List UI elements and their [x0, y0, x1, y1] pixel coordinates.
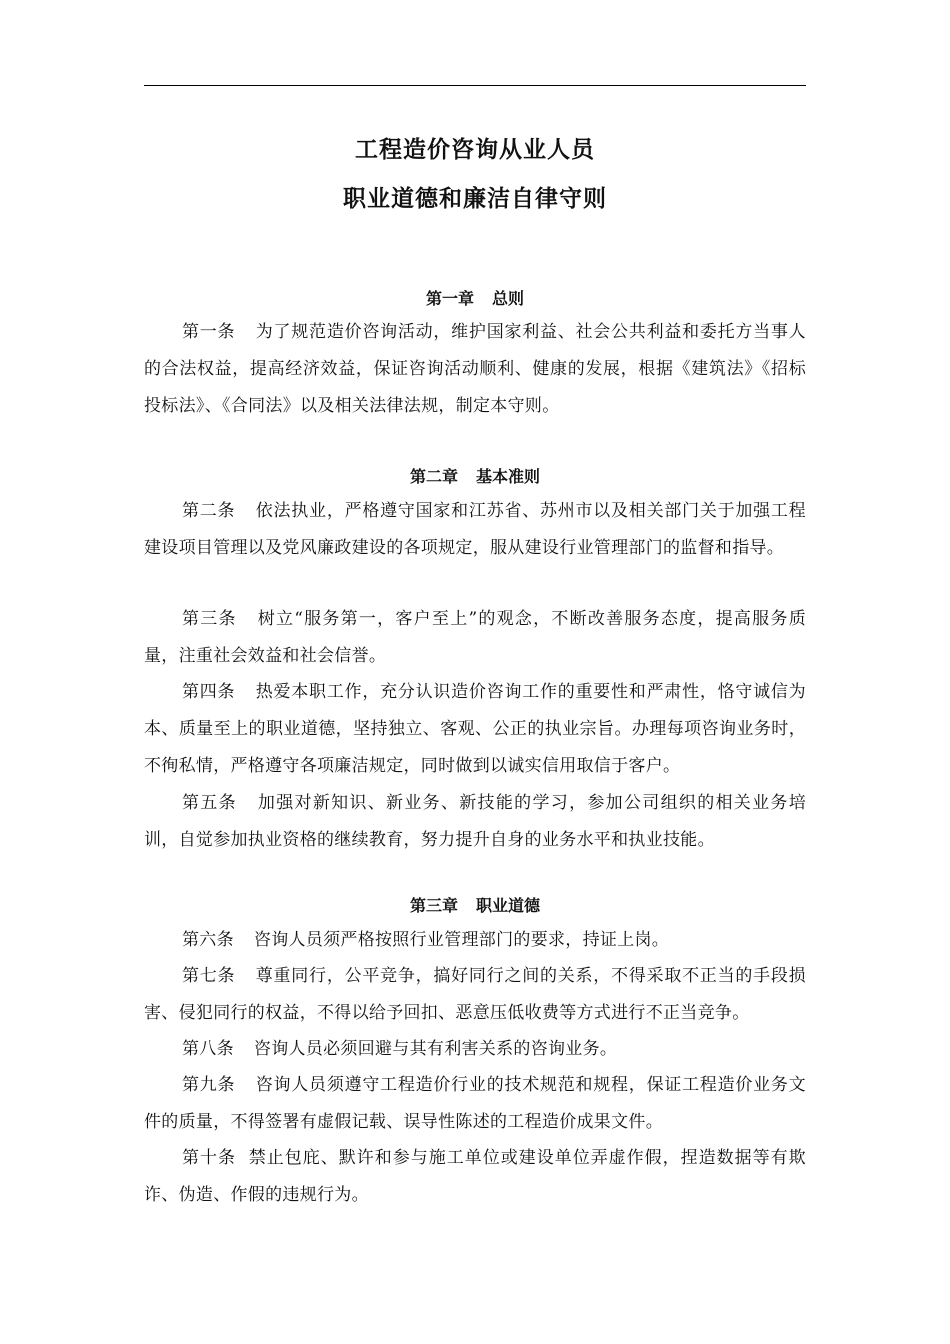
article-text: 树立“服务第一，客户至上”的观念，不断改善服务态度，提高服务质量，注重社会效益和社会信誉。	[144, 609, 806, 666]
article-number: 第三条	[182, 609, 237, 629]
chapter-number: 第二章	[409, 467, 458, 486]
document-title-line-2: 职业道德和廉洁自律守则	[343, 186, 607, 212]
article-text: 依法执业，严格遵守国家和江苏省、苏州市以及相关部门关于加强工程建设项目管理以及党风廉政建设的各项规定，服从建设行业管理部门的监督和指导。	[144, 501, 806, 558]
article-paragraph	[144, 493, 806, 567]
article-paragraph	[144, 922, 806, 959]
article-text: 热爱本职工作，充分认识造价咨询工作的重要性和严肃性，恪守诚信为本、质量至上的职业道德，坚持独立、客观、公正的执业宗旨。办理每项咨询业务时，不徇私情，严格遵守各项廉洁规定，同时做到以诚实信用取信于客户。	[144, 682, 806, 776]
article-text: 咨询人员须遵守工程造价行业的技术规范和规程，保证工程造价业务文件的质量，不得签署有虚假记载、误导性陈述的工程造价成果文件。	[144, 1075, 806, 1132]
article-number: 第二条	[182, 501, 236, 521]
chapter-heading	[0, 287, 950, 311]
article-number: 第十条	[182, 1148, 236, 1168]
header-rule	[144, 85, 806, 86]
article-text: 咨询人员必须回避与其有利害关系的咨询业务。	[253, 1039, 618, 1059]
chapter-name: 职业道德	[476, 896, 541, 915]
chapter-name: 总则	[492, 289, 525, 308]
article-paragraph	[144, 958, 806, 1032]
chapter-number: 第一章	[425, 289, 474, 308]
document-title-line-1: 工程造价咨询从业人员	[355, 137, 595, 163]
article-paragraph	[144, 1067, 806, 1141]
article-paragraph	[144, 1140, 806, 1214]
chapter-name: 基本准则	[476, 467, 541, 486]
article-paragraph	[144, 314, 806, 425]
chapter-number: 第三章	[409, 896, 458, 915]
article-text: 尊重同行，公平竞争，搞好同行之间的关系，不得采取不正当的手段损害、侵犯同行的权益，不得以给予回扣、恶意压低收费等方式进行不正当竞争。	[144, 966, 806, 1023]
article-number: 第四条	[182, 682, 236, 702]
article-paragraph	[144, 785, 806, 859]
article-text: 加强对新知识、新业务、新技能的学习，参加公司组织的相关业务培训，自觉参加执业资格的继续教育，努力提升自身的业务水平和执业技能。	[144, 793, 807, 850]
article-number: 第九条	[182, 1075, 236, 1095]
article-number: 第六条	[182, 930, 234, 950]
article-text: 咨询人员须严格按照行业管理部门的要求，持证上岗。	[253, 930, 670, 950]
article-paragraph	[144, 601, 806, 675]
article-number: 第八条	[182, 1039, 234, 1059]
article-text: 为了规范造价咨询活动，维护国家利益、社会公共利益和委托方当事人的合法权益，提高经济效益，保证咨询活动顺利、健康的发展，根据《建筑法》《招标投标法》、《合同法》以及相关法律法规，制定本守则。	[144, 322, 806, 416]
article-text: 禁止包庇、默许和参与施工单位或建设单位弄虚作假，捏造数据等有欺诈、伪造、作假的违规行为。	[144, 1148, 806, 1205]
article-paragraph	[144, 674, 806, 785]
article-number: 第七条	[182, 966, 236, 986]
article-paragraph	[144, 1031, 806, 1068]
article-number: 第一条	[182, 322, 236, 342]
chapter-heading	[0, 465, 950, 489]
article-number: 第五条	[182, 793, 237, 813]
chapter-heading	[0, 894, 950, 918]
